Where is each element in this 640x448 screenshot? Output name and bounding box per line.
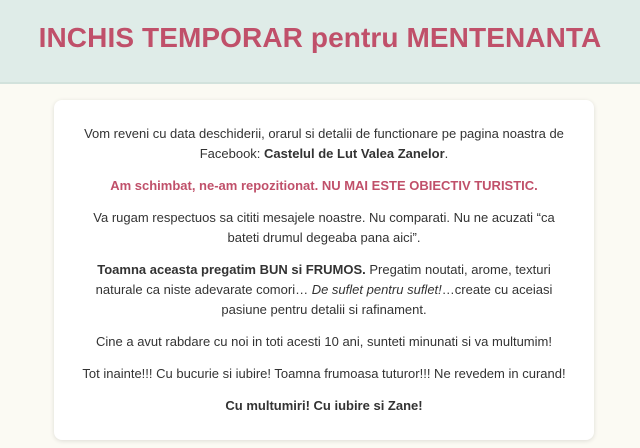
notice-alert: Am schimbat, ne-am repozitionat. NU MAI ESTE OBIECTIV TURISTIC. xyxy=(110,178,538,193)
autumn-end-text: …create cu aceiasi pasiune pentru detalii si rafinament. xyxy=(221,282,553,317)
signoff-text: Cu multumiri! Cu iubire si Zane! xyxy=(225,398,423,413)
autumn-italic-text: De suflet pentru suflet! xyxy=(311,282,442,297)
page-header xyxy=(0,0,640,84)
notice-paragraph-autumn xyxy=(80,260,568,320)
notice-paragraph-thanks: Cine a avut rabdare cu noi in toti acesti 10 ani, sunteti minunati si va multumim! xyxy=(96,334,552,349)
facebook-intro-text: Vom reveni cu data deschiderii, orarul si detalii de functionare pe pagina noastra de Facebook: xyxy=(84,126,564,161)
facebook-end-text: . xyxy=(444,146,449,161)
page-title: INCHIS TEMPORAR pentru MENTENANTA xyxy=(38,22,602,53)
notice-card xyxy=(54,100,594,440)
notice-paragraph-onward: Tot inainte!!! Cu bucurie si iubire! Toamna frumoasa tuturor!!! Ne revedem in curand! xyxy=(82,366,566,381)
autumn-heading-text: Toamna aceasta pregatim BUN si FRUMOS. xyxy=(97,262,366,277)
notice-paragraph-request: Va rugam respectuos sa cititi mesajele noastre. Nu comparati. Nu ne acuzati “ca bateti drumul degeaba pana aici”. xyxy=(93,210,555,245)
notice-signoff xyxy=(80,396,568,416)
notice-paragraph-facebook xyxy=(80,124,568,164)
autumn-body-text: Pregatim noutati, arome, texturi naturale ca niste adevarate comori… xyxy=(95,262,551,297)
facebook-page-name: Castelul de Lut Valea Zanelor xyxy=(264,146,445,161)
